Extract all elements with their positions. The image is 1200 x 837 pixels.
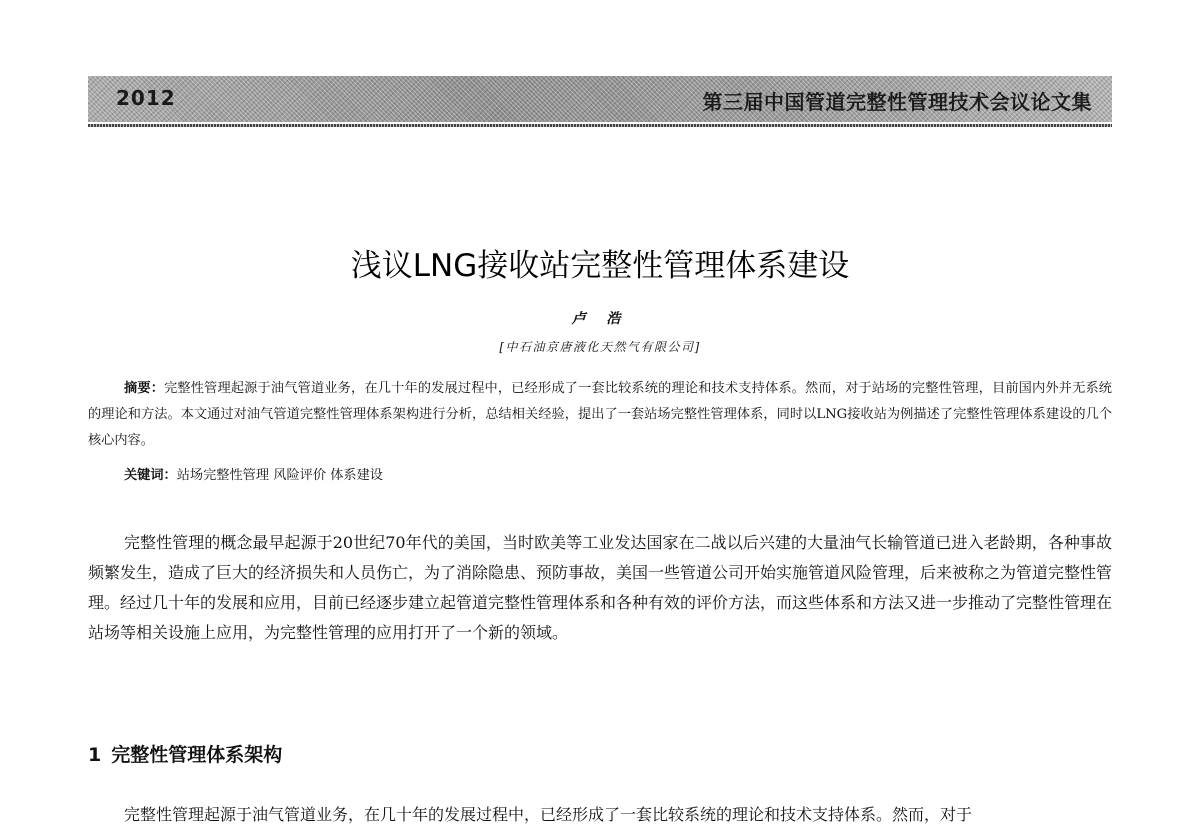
abstract-text: 完整性管理起源于油气管道业务，在几十年的发展过程中，已经形成了一套比较系统的理论和技术支持体系。然而，对于站场的完整性管理，目前国内外并无系统的理论和方法。本文通过对油气管道完整性管理体系架构进行分析，总结相关经验，提出了一套站场完整性管理体系，同时以LNG接收站为例描述了完整性管理体系建设的几个核心内容。 [88,381,1112,448]
keywords-label: 关键词： [124,468,177,483]
section-number: 1 [88,744,102,766]
author-affiliation: [中石油京唐液化天然气有限公司] [499,340,701,354]
body-paragraph: 完整性管理起源于油气管道业务，在几十年的发展过程中，已经形成了一套比较系统的理论和技术支持体系。然而，对于 [124,805,973,824]
header-proceedings-title: 第三届中国管道完整性管理技术会议论文集 [702,90,1092,114]
abstract [88,376,1112,454]
author-name: 卢 浩 [571,311,629,327]
abstract-label: 摘要： [124,381,165,396]
paper-title: 浅议LNG接收站完整性管理体系建设 [350,248,850,284]
running-header [88,76,1112,122]
keywords [88,465,1112,487]
section-heading [88,740,282,767]
header-year: 2012 [116,86,176,110]
keywords-text: 站场完整性管理 风险评价 体系建设 [176,468,383,483]
section-title: 完整性管理体系架构 [111,744,283,766]
header-rule [88,124,1112,127]
body-paragraph: 完整性管理的概念最早起源于20世纪70年代的美国，当时欧美等工业发达国家在二战以后兴建的大量油气长输管道已进入老龄期，各种事故频繁发生，造成了巨大的经济损失和人员伤亡，为了消除隐患、预防事故，美国一些管道公司开始实施管道风险管理，后来被称之为管道完整性管理。经过几十年的发展和应用，目前已经逐步建立起管道完整性管理体系和各种有效的评价方法，而这些体系和方法又进一步推动了完整性管理在站场等相关设施上应用，为完整性管理的应用打开了一个新的领域。 [88,533,1113,642]
